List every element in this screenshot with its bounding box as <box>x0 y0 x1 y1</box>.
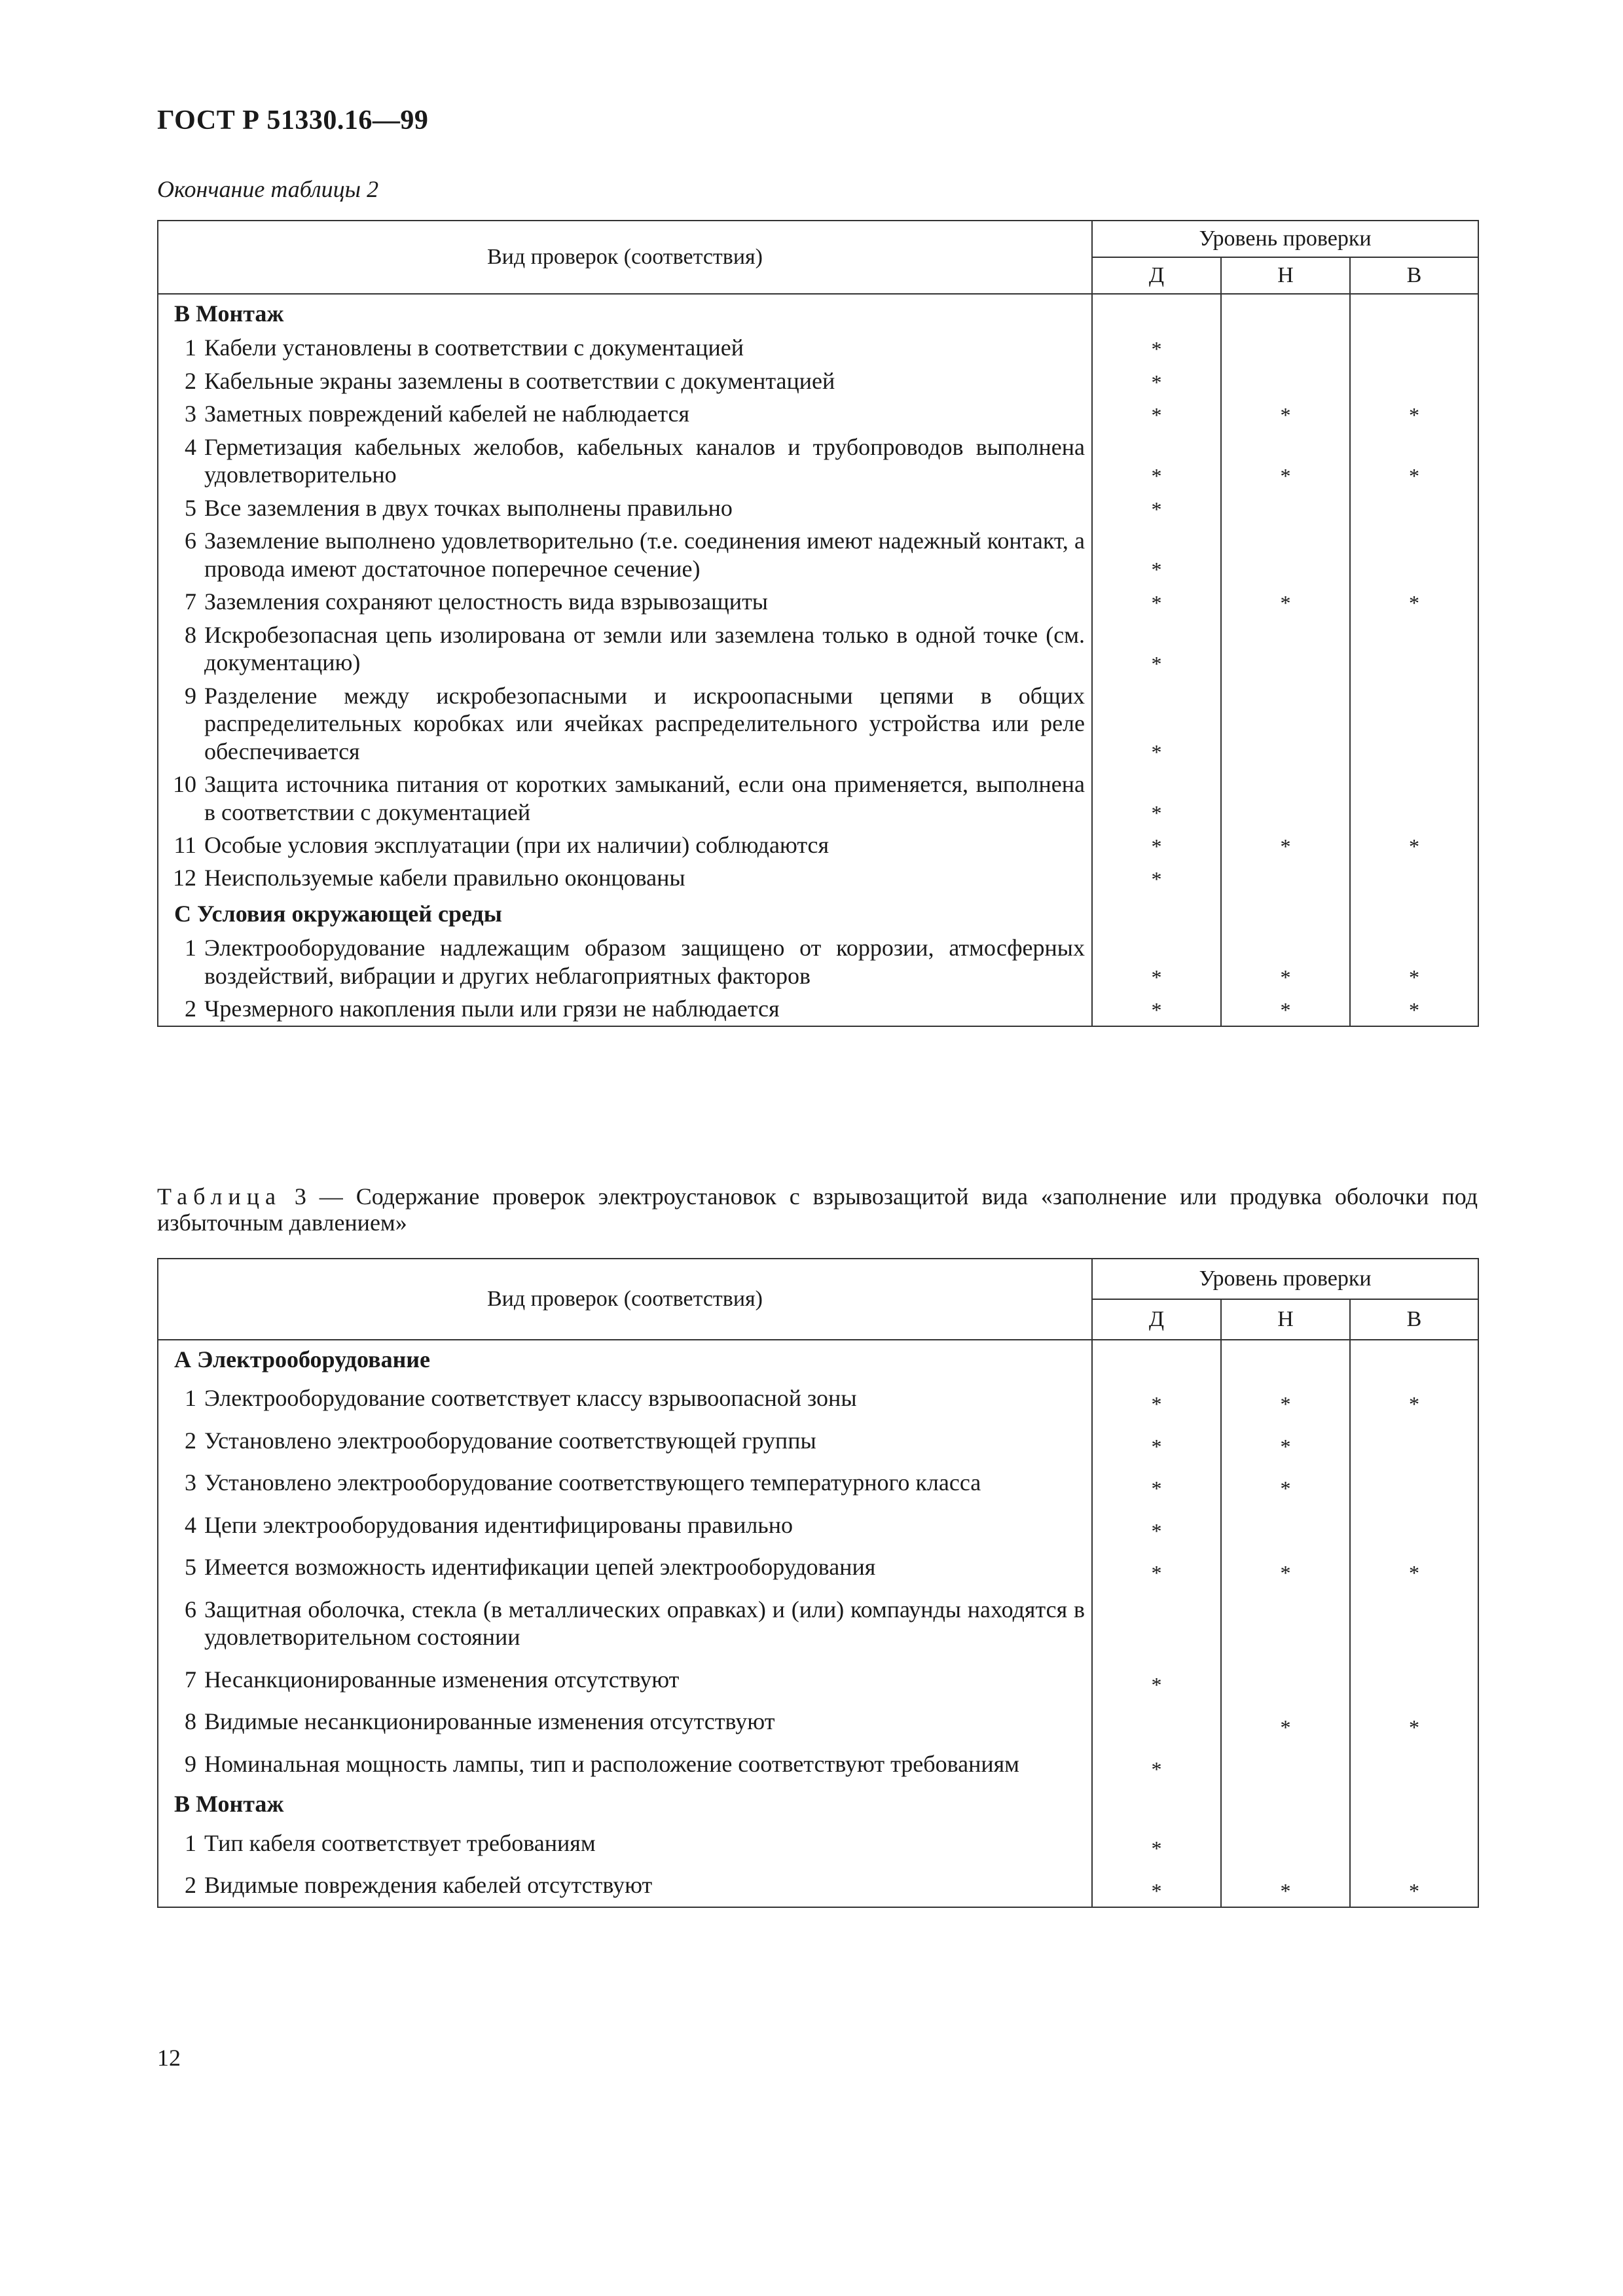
level-mark-n: * <box>1280 965 1291 989</box>
level-cell-v <box>1350 1504 1478 1546</box>
header-check-type: Вид проверок (соответствия) <box>158 1259 1092 1340</box>
check-item <box>158 1743 1091 1785</box>
section-cell <box>158 294 1092 331</box>
check-description-cell <box>158 365 1092 397</box>
check-description-cell <box>158 397 1092 430</box>
level-cell-n <box>1221 431 1350 492</box>
table-row <box>158 1462 1478 1503</box>
check-item <box>158 861 1091 894</box>
check-item <box>158 768 1091 829</box>
header-level-d: Д <box>1092 1299 1221 1340</box>
check-description-cell <box>158 768 1092 829</box>
table-3-title <box>157 1183 1478 1236</box>
item-number: 1 <box>185 334 196 361</box>
level-cell-d <box>1092 1659 1221 1700</box>
level-cell-n <box>1221 679 1350 768</box>
level-cell-v <box>1350 294 1478 331</box>
header-check-type: Вид проверок (соответствия) <box>158 221 1092 294</box>
level-cell-n <box>1221 1700 1350 1742</box>
item-text: Защитная оболочка, стекла (в металлических оправках) и (или) компаунды находятся в удовлетворительном состоянии <box>204 1596 1085 1651</box>
check-item <box>158 1659 1091 1700</box>
item-number: 2 <box>185 1427 196 1454</box>
item-number: 3 <box>185 1469 196 1496</box>
table-row <box>158 397 1478 430</box>
level-cell-n <box>1221 1785 1350 1821</box>
item-number: 1 <box>185 1829 196 1856</box>
check-description-cell <box>158 331 1092 364</box>
check-description-cell <box>158 524 1092 585</box>
check-item <box>158 431 1091 492</box>
check-description-cell <box>158 1462 1092 1503</box>
check-description-cell <box>158 1659 1092 1700</box>
level-cell-v <box>1350 1785 1478 1821</box>
item-text: Разделение между искробезопасными и искроопасными цепями в общих распределительных коробках или ячейках распределительного устройства или реле обеспечивается <box>204 682 1085 764</box>
header-level-n: Н <box>1221 1299 1350 1340</box>
section-title: А Электрооборудование <box>174 1346 431 1372</box>
table-row <box>158 992 1478 1026</box>
level-mark-v: * <box>1409 403 1419 427</box>
item-number: 9 <box>185 1750 196 1777</box>
level-mark-v: * <box>1409 998 1419 1022</box>
level-cell-d <box>1092 1864 1221 1907</box>
item-text: Все заземления в двух точках выполнены правильно <box>204 494 733 521</box>
table-row <box>158 585 1478 618</box>
level-mark-d: * <box>1151 651 1162 675</box>
table-row <box>158 431 1478 492</box>
check-item <box>158 397 1091 430</box>
level-mark-d: * <box>1151 1561 1162 1585</box>
item-number: 11 <box>173 831 196 858</box>
level-cell-d <box>1092 992 1221 1026</box>
level-mark-v: * <box>1409 965 1419 989</box>
level-mark-v: * <box>1409 590 1419 615</box>
level-cell-v <box>1350 492 1478 524</box>
item-text: Кабели установлены в соответствии с документацией <box>204 334 744 361</box>
table-row <box>158 861 1478 894</box>
check-description-cell <box>158 1743 1092 1785</box>
level-mark-v: * <box>1409 464 1419 488</box>
check-item <box>158 1822 1091 1864</box>
table-row <box>158 1546 1478 1588</box>
level-cell-d <box>1092 585 1221 618</box>
check-description-cell <box>158 1700 1092 1742</box>
level-cell-d <box>1092 1377 1221 1419</box>
level-cell-v <box>1350 1462 1478 1503</box>
header-level-v: В <box>1350 257 1478 294</box>
level-mark-n: * <box>1280 1434 1291 1458</box>
level-cell-v <box>1350 524 1478 585</box>
table-3-caption: 3 — Содержание проверок электроустановок с взрывозащитой вида «заполнение или продувка оболочки под избыточным давлением» <box>157 1183 1478 1236</box>
level-mark-n: * <box>1280 1561 1291 1585</box>
level-cell-n <box>1221 768 1350 829</box>
level-mark-d: * <box>1151 558 1162 582</box>
item-text: Видимые повреждения кабелей отсутствуют <box>204 1872 653 1899</box>
check-description-cell <box>158 992 1092 1026</box>
level-mark-n: * <box>1280 403 1291 427</box>
level-cell-n <box>1221 294 1350 331</box>
item-number: 2 <box>185 996 196 1022</box>
level-cell-d <box>1092 1462 1221 1503</box>
item-text: Видимые несанкционированные изменения отсутствуют <box>204 1708 775 1735</box>
level-cell-v <box>1350 585 1478 618</box>
level-cell-n <box>1221 1420 1350 1462</box>
level-mark-d: * <box>1151 834 1162 858</box>
level-mark-n: * <box>1280 1715 1291 1739</box>
level-cell-n <box>1221 931 1350 992</box>
level-cell-d <box>1092 1588 1221 1659</box>
level-cell-v <box>1350 1420 1478 1462</box>
level-cell-v <box>1350 895 1478 931</box>
item-text: Искробезопасная цепь изолирована от земли или заземлена только в одной точке (см. документацию) <box>204 621 1085 676</box>
page-number: 12 <box>157 2045 181 2071</box>
item-number: 10 <box>173 771 196 798</box>
section-row <box>158 895 1478 931</box>
level-mark-d: * <box>1151 1518 1162 1543</box>
table-row <box>158 331 1478 364</box>
item-text: Заметных повреждений кабелей не наблюдается <box>204 401 690 427</box>
item-text: Электрооборудование соответствует классу взрывоопасной зоны <box>204 1385 857 1412</box>
section-cell <box>158 895 1092 931</box>
level-cell-v <box>1350 1588 1478 1659</box>
check-item <box>158 585 1091 618</box>
level-cell-v <box>1350 1340 1478 1377</box>
level-mark-d: * <box>1151 998 1162 1022</box>
level-mark-v: * <box>1409 834 1419 858</box>
inspection-table-2 <box>157 220 1479 1027</box>
table-continuation-caption: Окончание таблицы 2 <box>157 176 379 202</box>
level-cell-d <box>1092 861 1221 894</box>
level-mark-d: * <box>1151 1878 1162 1903</box>
level-cell-d <box>1092 294 1221 331</box>
item-number: 8 <box>185 1708 196 1735</box>
level-cell-n <box>1221 524 1350 585</box>
level-mark-d: * <box>1151 403 1162 427</box>
check-item <box>158 365 1091 397</box>
check-item <box>158 619 1091 679</box>
level-cell-d <box>1092 397 1221 430</box>
table-3-label: Таблица <box>157 1183 282 1210</box>
check-item <box>158 1588 1091 1659</box>
level-cell-d <box>1092 1420 1221 1462</box>
level-cell-v <box>1350 1700 1478 1742</box>
level-mark-d: * <box>1151 1673 1162 1697</box>
table-row <box>158 1504 1478 1546</box>
level-mark-d: * <box>1151 867 1162 891</box>
item-number: 5 <box>185 1554 196 1581</box>
level-cell-n <box>1221 331 1350 364</box>
section-title: С Условия окружающей среды <box>174 900 502 927</box>
check-item <box>158 1377 1091 1419</box>
check-item <box>158 492 1091 524</box>
table-row <box>158 1588 1478 1659</box>
check-item <box>158 1420 1091 1462</box>
check-description-cell <box>158 829 1092 861</box>
table-row <box>158 1377 1478 1419</box>
level-mark-d: * <box>1151 1837 1162 1861</box>
section-row <box>158 1785 1478 1821</box>
item-text: Чрезмерного накопления пыли или грязи не наблюдается <box>204 996 780 1022</box>
item-text: Электрооборудование надлежащим образом защищено от коррозии, атмосферных воздействий, вибрации и других неблагоприятных факторов <box>204 935 1085 989</box>
level-cell-n <box>1221 1377 1350 1419</box>
item-text: Неиспользуемые кабели правильно оконцованы <box>204 865 685 891</box>
check-description-cell <box>158 1822 1092 1864</box>
table-row <box>158 768 1478 829</box>
item-text: Цепи электрооборудования идентифицированы правильно <box>204 1511 793 1538</box>
level-mark-n: * <box>1280 590 1291 615</box>
level-mark-v: * <box>1409 1715 1419 1739</box>
table-row <box>158 365 1478 397</box>
check-description-cell <box>158 1588 1092 1659</box>
level-mark-n: * <box>1280 1878 1291 1903</box>
item-text: Имеется возможность идентификации цепей электрооборудования <box>204 1554 876 1581</box>
level-cell-n <box>1221 365 1350 397</box>
header-level-n: Н <box>1221 257 1350 294</box>
item-text: Герметизация кабельных желобов, кабельных каналов и трубопроводов выполнена удовлетворительно <box>204 433 1085 488</box>
level-cell-v <box>1350 861 1478 894</box>
level-cell-d <box>1092 768 1221 829</box>
level-mark-d: * <box>1151 370 1162 394</box>
level-cell-d <box>1092 1504 1221 1546</box>
table-row <box>158 524 1478 585</box>
item-text: Установлено электрооборудование соответствующей группы <box>204 1427 816 1454</box>
table-row <box>158 1659 1478 1700</box>
table-row <box>158 1822 1478 1864</box>
check-description-cell <box>158 1504 1092 1546</box>
level-cell-v <box>1350 1743 1478 1785</box>
item-text: Установлено электрооборудование соответствующего температурного класса <box>204 1469 981 1496</box>
level-cell-n <box>1221 992 1350 1026</box>
level-mark-d: * <box>1151 965 1162 989</box>
level-cell-n <box>1221 492 1350 524</box>
item-number: 3 <box>185 401 196 427</box>
level-cell-d <box>1092 1743 1221 1785</box>
level-cell-v <box>1350 1822 1478 1864</box>
level-mark-n: * <box>1280 1392 1291 1416</box>
level-cell-n <box>1221 1588 1350 1659</box>
table-row <box>158 492 1478 524</box>
check-item <box>158 1864 1091 1906</box>
level-cell-d <box>1092 1340 1221 1377</box>
table-row <box>158 679 1478 768</box>
item-number: 2 <box>185 367 196 394</box>
header-check-level: Уровень проверки <box>1092 1259 1478 1299</box>
header-level-d: Д <box>1092 257 1221 294</box>
level-mark-d: * <box>1151 1477 1162 1501</box>
section-cell <box>158 1340 1092 1377</box>
table-row <box>158 1700 1478 1742</box>
check-item <box>158 1504 1091 1546</box>
section-row <box>158 294 1478 331</box>
level-cell-v <box>1350 1864 1478 1907</box>
check-description-cell <box>158 431 1092 492</box>
item-text: Тип кабеля соответствует требованиям <box>204 1829 596 1856</box>
item-text: Кабельные экраны заземлены в соответствии с документацией <box>204 367 835 394</box>
level-cell-n <box>1221 397 1350 430</box>
level-mark-d: * <box>1151 1757 1162 1782</box>
level-cell-n <box>1221 829 1350 861</box>
item-text: Заземление выполнено удовлетворительно (т.е. соединения имеют надежный контакт, а провода имеют достаточное поперечное сечение) <box>204 528 1085 582</box>
level-cell-v <box>1350 931 1478 992</box>
item-text: Заземления сохраняют целостность вида взрывозащиты <box>204 588 768 615</box>
inspection-table-3 <box>157 1258 1479 1908</box>
table-row <box>158 931 1478 992</box>
item-number: 6 <box>185 1596 196 1623</box>
item-text: Номинальная мощность лампы, тип и расположение соответствуют требованиям <box>204 1750 1019 1777</box>
item-number: 5 <box>185 494 196 521</box>
item-number: 1 <box>185 1385 196 1412</box>
item-number: 4 <box>185 433 196 460</box>
level-mark-d: * <box>1151 801 1162 825</box>
check-description-cell <box>158 585 1092 618</box>
document-code: ГОСТ Р 51330.16—99 <box>157 105 429 135</box>
section-title: В Монтаж <box>174 300 284 327</box>
level-cell-n <box>1221 1504 1350 1546</box>
level-cell-d <box>1092 492 1221 524</box>
item-number: 4 <box>185 1511 196 1538</box>
check-description-cell <box>158 619 1092 679</box>
level-cell-d <box>1092 331 1221 364</box>
check-item <box>158 1462 1091 1503</box>
level-cell-v <box>1350 1377 1478 1419</box>
level-cell-d <box>1092 679 1221 768</box>
check-description-cell <box>158 1864 1092 1907</box>
level-cell-n <box>1221 619 1350 679</box>
level-cell-v <box>1350 619 1478 679</box>
item-number: 2 <box>185 1872 196 1899</box>
level-cell-v <box>1350 679 1478 768</box>
item-text: Несанкционированные изменения отсутствуют <box>204 1666 680 1693</box>
item-text: Особые условия эксплуатации (при их наличии) соблюдаются <box>204 831 830 858</box>
table-row <box>158 1420 1478 1462</box>
check-item <box>158 992 1091 1025</box>
level-mark-d: * <box>1151 740 1162 764</box>
level-cell-n <box>1221 1659 1350 1700</box>
level-cell-d <box>1092 524 1221 585</box>
level-cell-d <box>1092 829 1221 861</box>
level-cell-v <box>1350 331 1478 364</box>
level-cell-v <box>1350 992 1478 1026</box>
level-cell-n <box>1221 1743 1350 1785</box>
check-description-cell <box>158 931 1092 992</box>
check-item <box>158 1700 1091 1742</box>
level-cell-n <box>1221 1864 1350 1907</box>
level-mark-d: * <box>1151 337 1162 361</box>
level-mark-d: * <box>1151 1392 1162 1416</box>
header-check-level: Уровень проверки <box>1092 221 1478 257</box>
check-description-cell <box>158 861 1092 894</box>
level-mark-d: * <box>1151 1434 1162 1458</box>
level-cell-d <box>1092 365 1221 397</box>
item-number: 8 <box>185 621 196 648</box>
level-cell-v <box>1350 1546 1478 1588</box>
item-number: 6 <box>185 528 196 554</box>
level-cell-d <box>1092 1785 1221 1821</box>
level-cell-d <box>1092 1700 1221 1742</box>
check-item <box>158 1546 1091 1588</box>
table-row <box>158 1743 1478 1785</box>
level-cell-v <box>1350 768 1478 829</box>
level-cell-n <box>1221 585 1350 618</box>
check-description-cell <box>158 679 1092 768</box>
level-mark-n: * <box>1280 464 1291 488</box>
level-cell-n <box>1221 1340 1350 1377</box>
level-mark-n: * <box>1280 1477 1291 1501</box>
level-cell-v <box>1350 829 1478 861</box>
level-cell-n <box>1221 1546 1350 1588</box>
item-number: 1 <box>185 935 196 961</box>
item-text: Защита источника питания от коротких замыканий, если она применяется, выполнена в соответствии с документацией <box>204 771 1085 825</box>
level-cell-v <box>1350 397 1478 430</box>
level-mark-d: * <box>1151 497 1162 521</box>
level-cell-v <box>1350 1659 1478 1700</box>
section-row <box>158 1340 1478 1377</box>
item-number: 7 <box>185 1666 196 1693</box>
level-cell-d <box>1092 895 1221 931</box>
check-description-cell <box>158 1546 1092 1588</box>
table-row <box>158 1864 1478 1907</box>
level-mark-d: * <box>1151 464 1162 488</box>
check-description-cell <box>158 1377 1092 1419</box>
section-cell <box>158 1785 1092 1821</box>
level-mark-d: * <box>1151 590 1162 615</box>
level-cell-d <box>1092 619 1221 679</box>
level-mark-v: * <box>1409 1878 1419 1903</box>
table-row <box>158 619 1478 679</box>
header-level-v: В <box>1350 1299 1478 1340</box>
level-mark-v: * <box>1409 1561 1419 1585</box>
item-number: 7 <box>185 588 196 615</box>
level-cell-d <box>1092 931 1221 992</box>
check-item <box>158 524 1091 585</box>
check-description-cell <box>158 492 1092 524</box>
section-title: В Монтаж <box>174 1791 284 1818</box>
level-cell-n <box>1221 1462 1350 1503</box>
level-cell-d <box>1092 1822 1221 1864</box>
check-description-cell <box>158 1420 1092 1462</box>
level-mark-v: * <box>1409 1392 1419 1416</box>
item-number: 9 <box>185 682 196 709</box>
level-cell-n <box>1221 895 1350 931</box>
level-cell-v <box>1350 431 1478 492</box>
check-item <box>158 331 1091 364</box>
level-cell-v <box>1350 365 1478 397</box>
level-cell-n <box>1221 1822 1350 1864</box>
level-mark-n: * <box>1280 834 1291 858</box>
check-item <box>158 679 1091 768</box>
item-number: 12 <box>173 865 196 891</box>
table-row <box>158 829 1478 861</box>
check-item <box>158 931 1091 992</box>
level-cell-d <box>1092 1546 1221 1588</box>
level-mark-n: * <box>1280 998 1291 1022</box>
check-item <box>158 829 1091 861</box>
level-cell-d <box>1092 431 1221 492</box>
level-cell-n <box>1221 861 1350 894</box>
